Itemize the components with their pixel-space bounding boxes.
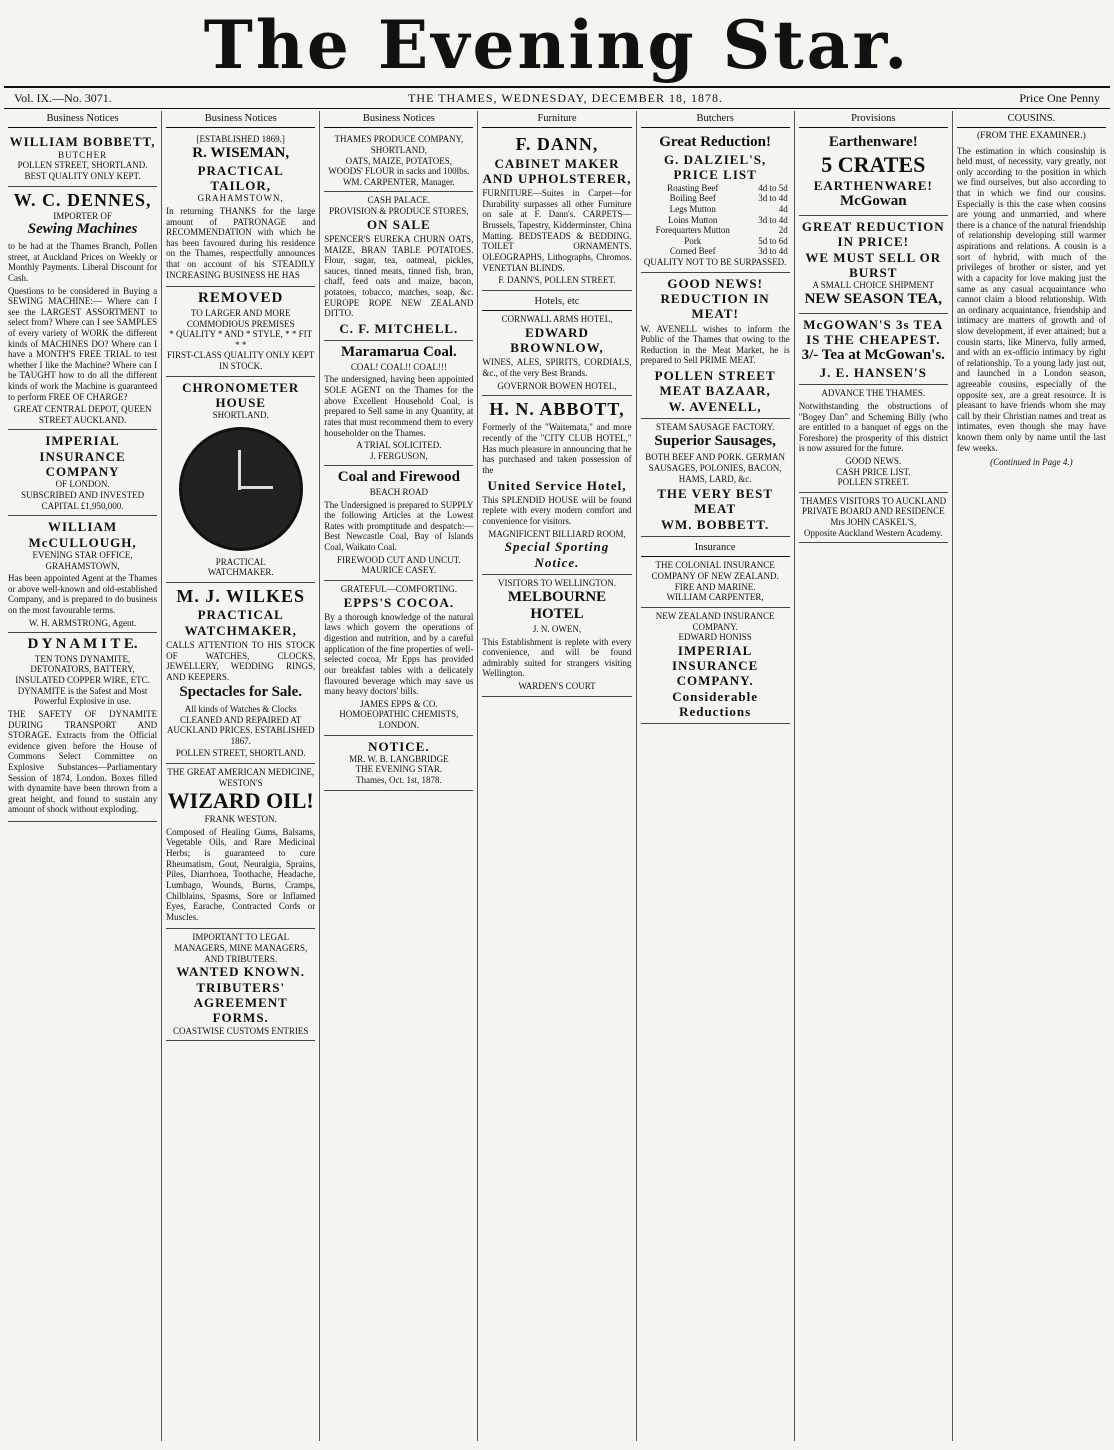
ad-title: M. J. WILKES: [176, 586, 306, 607]
ad-line: REDUCTION IN MEAT!: [660, 290, 770, 322]
column-heading: Business Notices: [8, 111, 157, 128]
ad-dalziel: [641, 131, 790, 272]
price-item: Pork: [684, 235, 702, 246]
ad-title: D Y N A M I T E.: [27, 636, 138, 653]
ad-line: POLLEN STREET MEAT BAZAAR,: [654, 368, 776, 399]
ad-line: SHORTLAND.: [212, 410, 269, 421]
ad-wiseman: [ESTABLISHED 1869.] R. WISEMAN, PRACTICAL TAILOR, GRAHAMSTOWN, In returning THANKS for the large amount of PATRONAGE and RECOMMENDATION with which he has been favoured during his residence on the Thames, respectfully announces that on account of his STEADILY INCREASING BUSINESS HE HAS: [166, 131, 315, 287]
ad-line: IS THE CHEAPEST.: [806, 331, 941, 347]
ad-mcgowan-reduction: [799, 216, 948, 314]
ad-line: GRAHAMSTOWN,: [197, 193, 284, 204]
ad-line: FIRE AND MARINE.: [674, 581, 756, 592]
ad-line: DYNAMITE is the Safest and Most Powerful Explosive in use.: [17, 685, 148, 707]
ad-line: EVENING STAR OFFICE,: [32, 549, 133, 560]
ad-title: GREAT REDUCTION IN PRICE!: [801, 219, 945, 250]
ad-line: TRIBUTERS' AGREEMENT FORMS.: [193, 979, 288, 1026]
columns: [4, 111, 1110, 1441]
masthead-title: The Evening Star.: [203, 6, 911, 84]
ad-line: WILLIAM CARPENTER,: [666, 592, 764, 603]
ad-line: United Service Hotel,: [487, 477, 627, 493]
ad-line: WOODS' FLOUR in sacks and 100lbs.: [328, 166, 470, 177]
ad-melbourne-hotel: VISITORS TO WELLINGTON. MELBOURNE HOTEL J. N. OWEN, This Establishment is replete with every convenience, and will be found admirably suited for strangers visiting Wellington. WARDEN'S COURT: [482, 575, 631, 697]
price-item: Legs Mutton: [669, 203, 716, 214]
ad-line: 3/- Tea at McGowan's.: [801, 347, 945, 364]
ad-line: CORNWALL ARMS HOTEL,: [501, 314, 613, 325]
volume-number: Vol. IX.—No. 3071.: [14, 90, 112, 105]
ad-line: OATS, MAIZE, POTATOES,: [345, 155, 453, 166]
ad-line: BEACH ROAD: [369, 487, 428, 498]
ad-line: GOOD NEWS.: [845, 455, 902, 466]
column-7-essay: [953, 111, 1110, 1441]
ad-line: A TRIAL SOLICITED.: [356, 440, 442, 451]
ad-tributers: [166, 929, 315, 1041]
ad-coal-firewood: Coal and Firewood BEACH ROAD The Undersigned is prepared to SUPPLY the following Articles at the Lowest Rates with promptitude and despatch:— Best Newcastle Coal, Bay of Islands Coal, Waikato Coal. FIREWOOD CUT AND UNCUT. MAURICE CASEY.: [324, 466, 473, 581]
column-heading: Provisions: [799, 111, 948, 128]
ad-title: GOOD NEWS!: [667, 275, 763, 291]
price-value: 4d to 5d: [758, 182, 788, 193]
ad-line: C. F. MITCHELL.: [339, 320, 459, 336]
ad-title: THAMES PRODUCE COMPANY, SHORTLAND,: [334, 134, 464, 155]
price-row: [641, 183, 790, 194]
ad-title: MELBOURNE HOTEL: [507, 588, 607, 623]
ad-earthenware: [799, 131, 948, 216]
column-heading: Business Notices: [166, 111, 315, 128]
ad-line: THE VERY BEST MEAT: [657, 486, 774, 517]
ad-line: PRACTICAL TAILOR,: [197, 162, 284, 193]
ad-line: MAGNIFICENT BILLIARD ROOM,: [488, 528, 626, 539]
ad-line: TEN TONS DYNAMITE,: [34, 653, 131, 664]
essay-title: COUSINS.: [957, 111, 1106, 128]
ad-line: Sewing Machines: [27, 221, 138, 238]
ad-line: A SMALL CHOICE SHIPMENT: [812, 280, 934, 291]
ad-line: F. DANN'S, POLLEN STREET.: [498, 275, 616, 286]
column-heading: Butchers: [641, 111, 790, 128]
ad-line: GRAHAMSTOWN,: [45, 560, 120, 571]
ad-line: IMPORTANT TO LEGAL MANAGERS, MINE MANAGERS, AND TRIBUTERS.: [174, 932, 308, 964]
ad-line: INSURANCE COMPANY: [39, 448, 126, 480]
section-heading: Insurance: [641, 540, 790, 557]
ad-dann: F. DANN, CABINET MAKER AND UPHOLSTERER, FURNITURE—Suites in Carpet—for Durability surpasses all other Furniture on sale at F. Dann's. CARPETS—Brussels, Tapestry, Kidderminster, China Matting. BEDSTEADS & BEDDING. TOILET ORNAMENTS. OLEOGRAPHS, Lithographs, Chromos. VENETIAN BLINDS. F. DANN'S, POLLEN STREET.: [482, 131, 631, 290]
ad-title: H. N. ABBOTT,: [489, 399, 625, 420]
column-4: [478, 111, 636, 1441]
ad-line: CABINET MAKER: [494, 155, 620, 171]
ad-line: WESTON'S: [218, 777, 263, 788]
ad-line: POLLEN STREET, SHORTLAND.: [17, 160, 148, 171]
ad-dynamite: D Y N A M I T E. TEN TONS DYNAMITE, DETONATORS, BATTERY, INSULATED COPPER WIRE, ETC. DYNAMITE is the Safest and Most Powerful Explosive in use. THE SAFETY OF DYNAMITE DURING TRANSPORT AND STORAGE. Extracts from the Official evidence given before the House of Commons Select Committee on Explosive Substances—Parliamentary Session of 1874, London. Boxes filled with dynamite have been thrown from a great height, and found to sustain any amount of shock without exploding.: [8, 633, 157, 822]
ad-line: WARDEN'S COURT: [518, 680, 596, 691]
ad-title: CASH PALACE.: [367, 195, 431, 206]
ad-colonial-insurance: [641, 537, 790, 608]
ad-mccullough: WILLIAM McCULLOUGH, EVENING STAR OFFICE, GRAHAMSTOWN, Has been appointed Agent at the Thames or above well-known and old-established Company, and is prepared to do business on the most favourable terms. W. H. ARMSTRONG, Agent.: [8, 516, 157, 633]
place-date: THE THAMES, WEDNESDAY, DECEMBER 18, 1878.: [408, 90, 724, 105]
ad-line: CASH PRICE LIST.: [835, 466, 911, 477]
ad-line: ON SALE: [366, 216, 431, 232]
section-heading: Hotels, etc: [482, 294, 631, 311]
ad-title: Maramarua Coal.: [340, 344, 457, 361]
ad-line: Mrs JOHN CASKEL'S,: [830, 517, 917, 528]
dateline: [4, 86, 1110, 109]
ad-line: J. FERGUSON,: [369, 450, 428, 461]
ad-line: FIRST-CLASS QUALITY ONLY KEPT IN STOCK.: [167, 350, 315, 371]
ad-hotels: Hotels, etc CORNWALL ARMS HOTEL, EDWARD BROWNLOW, WINES, ALES, SPIRITS, CORDIALS, &c., of the very Best Brands. GOVERNOR BOWEN HOTEL,: [482, 291, 631, 396]
ad-sausages: STEAM SAUSAGE FACTORY. Superior Sausages, BOTH BEEF AND PORK. GERMAN SAUSAGES, POLONIES, BACON, HAMS, LARD, &c. THE VERY BEST MEAT WM. BOBBETT.: [641, 419, 790, 537]
price-value: 2d: [778, 225, 788, 236]
ad-line: HOMOEOPATHIC CHEMISTS, LONDON.: [339, 709, 459, 730]
price-row: [641, 204, 790, 215]
ad-line: POLLEN STREET, SHORTLAND.: [175, 748, 306, 759]
ad-title: WANTED KNOWN.: [176, 964, 305, 980]
ad-line: THE GREAT AMERICAN MEDICINE,: [167, 767, 315, 778]
ad-abbott: H. N. ABBOTT, Formerly of the "Waitemata," and more recently of the "CITY CLUB HOTEL," Has much pleasure in announcing that he has purchased and taken possession of the United Service Hotel, This SPLENDID HOUSE will be found replete with every modern comfort and convenience for visitors. MAGNIFICENT BILLIARD ROOM, Special Sporting Notice.: [482, 396, 631, 575]
column-1: [4, 111, 162, 1441]
column-3: [320, 111, 478, 1441]
ad-title: Earthenware!: [828, 134, 918, 151]
ad-board-residence: [799, 493, 948, 543]
ad-title: Great Reduction!: [659, 134, 772, 151]
ad-line: J. N. OWEN,: [532, 623, 582, 634]
essay-source: (FROM THE EXAMINER.): [977, 131, 1086, 142]
ad-mcgowan-tea: [799, 314, 948, 386]
ad-line: IMPORTER OF: [53, 210, 112, 221]
price: Price One Penny: [1019, 90, 1100, 105]
ad-line: Considerable Reductions: [672, 688, 758, 720]
ad-title: EPPS'S COCOA.: [343, 594, 455, 610]
ad-line: FRANK WESTON.: [204, 814, 277, 825]
ad-hansen: ADVANCE THE THAMES. Notwithstanding the obstructions of "Bogey Dan" and Scheming Billy (who are entitled to a banquet of eggs on the Foreshore) the prosperity of this district is now assured for the future. GOOD NEWS. CASH PRICE LIST. POLLEN STREET.: [799, 385, 948, 492]
price-item: Roasting Beef: [667, 182, 719, 193]
ad-title: WILLIAM McCULLOUGH,: [28, 519, 137, 550]
column-heading: Furniture: [482, 111, 631, 128]
ad-line: PRACTICAL WATCHMAKER,: [184, 607, 297, 638]
column-2: [162, 111, 320, 1441]
ad-line: QUALITY NOT TO BE SURPASSED.: [643, 256, 787, 267]
ad-cash-palace: CASH PALACE. PROVISION & PRODUCE STORES, ON SALE SPENCER'S EUREKA CHURN OATS, MAIZE, BRAN TABLE POTATOES. Flour, sugar, tea, oatmeal, pickles, sauces, tinned meats, tinned fish, bran, chaff, feed oats and maize, bacon, potatoes, tobacco, matches, soap, &c. EUROPE ROPE NEW ZEALAND DITTO. C. F. MITCHELL.: [324, 192, 473, 341]
ad-title: W. C. DENNES,: [13, 189, 152, 210]
price-item: Loins Mutton: [668, 214, 718, 225]
essay-body: The estimation in which cousinship is held must, of necessity, vary greatly, not only according to the position in which we find ourselves, but also according to that in which we find our cousins. Especially is this the case when cousins are young and unmarried, and where there is a chance of the natural friendship of relationship developing still warmer aspirations and relations. A cousin is a sort of hybrid, with much of the privileges of brother or sister, and yet with a capacity for love making just the same as any casual acquaintance who cannot claim a blood relationship. With an ordinary acquaintance, friendship and intimacy are matters of growth and of slow development, if ever attained; but a cousin starts, like Minerva, fully armed, and with an ex-officio intimacy by right of relationship. To a young lady just out, and launched in a London season, agreeable cousins, especially of the opposite sex, are a great resource. It is pleasant to have friends whom she may call by their Christian names and treat as intimates, even though she may have known them only by name until the last few weeks.: [956, 145, 1106, 453]
ad-line: FIREWOOD CUT AND UNCUT.: [337, 554, 461, 565]
price-value: 5d to 6d: [758, 235, 788, 246]
ad-title: Coal and Firewood: [337, 469, 460, 486]
ad-title: IMPERIAL: [45, 433, 120, 449]
ad-line: NEW SEASON TEA,: [804, 290, 942, 307]
ad-title: NOTICE.: [368, 738, 430, 754]
ad-nz-insurance: [641, 608, 790, 724]
continued-note: (Continued in Page 4.): [990, 457, 1073, 468]
price-row: [641, 225, 790, 236]
price-value: 3d to 4d: [758, 246, 788, 257]
ad-line: WM. CARPENTER, Manager.: [342, 176, 455, 187]
ad-line: DETONATORS, BATTERY, INSULATED COPPER WIRE, ETC.: [15, 664, 150, 686]
ad-line: G. DALZIEL'S,: [664, 152, 767, 168]
ad-line: BEST QUALITY ONLY KEPT.: [24, 170, 141, 181]
price-value: 3d to 4d: [758, 193, 788, 204]
ad-title: R. WISEMAN,: [192, 144, 290, 161]
ad-line: [ESTABLISHED 1869.]: [196, 134, 285, 145]
ad-line: THE EVENING STAR.: [355, 764, 443, 775]
ad-imperial-insurance: [8, 430, 157, 516]
ad-dennes: W. C. DENNES, IMPORTER OF Sewing Machines to be had at the Thames Branch, Pollen street, at Auckland Prices on Weekly or Monthly Payments. Liberal Discount for Cash. Questions to be considered in Buying a SEWING MACHINE:— Where can I see the LARGEST ASSORTMENT to select from? Where can I see SAMPLES of every variety of WORK the different kinds of MACHINES DO? Where can I have a MONTH'S FREE TRIAL to test whether I like the Machine? Where can I be TAUGHT how to do all the different kinds of work the Machine is guaranteed to perform FREE OF CHARGE? GREAT CENTRAL DEPOT, QUEEN STREET AUCKLAND.: [8, 187, 157, 431]
ad-line: MR. W. B. LANGBRIDGE: [349, 753, 449, 764]
ad-line: JAMES EPPS & CO.: [360, 698, 438, 709]
column-heading: Business Notices: [324, 111, 473, 128]
ad-line: AND UPHOLSTERER,: [482, 170, 632, 186]
ad-line: Superior Sausages,: [654, 432, 776, 449]
ad-title: WILLIAM BOBBETT,: [9, 134, 156, 150]
ad-title: WIZARD OIL!: [167, 788, 314, 814]
price-item: Forequarters Mutton: [655, 225, 730, 236]
ad-removed: [166, 287, 315, 376]
ad-title: ADVANCE THE THAMES.: [821, 388, 926, 399]
ad-line: GREAT CENTRAL DEPOT, QUEEN STREET AUCKLAND.: [13, 404, 152, 425]
ad-line: GRATEFUL—COMFORTING.: [340, 583, 457, 594]
ad-chronometer-house: [166, 377, 315, 583]
ad-wilkes: M. J. WILKES PRACTICAL WATCHMAKER, CALLS ATTENTION TO HIS STOCK OF WATCHES, CLOCKS, JEWELLERY, WEDDING RINGS, AND KEEPERS. Spectacles for Sale. All kinds of Watches & Clocks CLEANED AND REPAIRED AT AUCKLAND PRICES. ESTABLISHED 1867. POLLEN STREET, SHORTLAND.: [166, 583, 315, 764]
price-row: [641, 215, 790, 226]
price-row: [641, 246, 790, 257]
ad-line: PRACTICAL: [215, 556, 266, 567]
price-row: [641, 193, 790, 204]
ad-line: WATCHMAKER.: [207, 567, 274, 578]
ad-line: VISITORS TO WELLINGTON.: [498, 577, 616, 588]
ad-line: BUTCHER: [58, 149, 108, 160]
ad-title: NEW ZEALAND INSURANCE COMPANY.: [655, 610, 775, 632]
ad-bobbett: [8, 131, 157, 186]
ad-avenell: GOOD NEWS! REDUCTION IN MEAT! W. AVENELL wishes to inform the Public of the Thames that owing to the Reduction in the Meat Market, he is prepared to Sell PRIME MEAT. POLLEN STREET MEAT BAZAAR, W. AVENELL,: [641, 273, 790, 419]
ad-title: THE COLONIAL INSURANCE COMPANY OF NEW ZEALAND.: [651, 560, 779, 582]
ad-line: POLLEN STREET.: [837, 477, 909, 488]
price-value: 4d: [778, 203, 788, 214]
ad-line: GOVERNOR BOWEN HOTEL,: [497, 380, 617, 391]
price-list-table: [641, 183, 790, 257]
column-6: [795, 111, 953, 1441]
ad-thames-produce: [324, 131, 473, 192]
ad-line: PRIVATE BOARD AND RESIDENCE: [801, 506, 945, 517]
ad-title: REMOVED: [198, 290, 284, 307]
ad-line: J. E. HANSEN'S: [819, 364, 927, 380]
ad-notice: [324, 736, 473, 791]
ad-line: Special Sporting Notice.: [504, 539, 610, 570]
ad-line: W. AVENELL,: [668, 398, 762, 414]
ad-line: MAURICE CASEY.: [361, 565, 437, 576]
ad-line: COAL! COAL!! COAL!!!: [350, 361, 447, 372]
column-5: [637, 111, 795, 1441]
ad-title: CHRONOMETER HOUSE: [182, 379, 300, 410]
ad-line: Spectacles for Sale.: [179, 684, 303, 701]
ad-line: COASTWISE CUSTOMS ENTRIES: [173, 1025, 309, 1036]
ad-epps-cocoa: GRATEFUL—COMFORTING. EPPS'S COCOA. By a thorough knowledge of the natural laws which govern the operations of digestion and nutrition, and by a careful application of the fine properties of well-selected cocoa, Mr Epps has provided our breakfast tables with a delicately flavoured beverage which may save us many heavy doctors' bills. JAMES EPPS & CO. HOMOEOPATHIC CHEMISTS, LONDON.: [324, 581, 473, 736]
ad-line: WM. BOBBETT.: [661, 516, 770, 532]
ad-line: EARTHENWARE!: [813, 178, 933, 194]
ad-line: Thames, Oct. 1st, 1878.: [355, 775, 442, 786]
ad-line: W. H. ARMSTRONG, Agent.: [28, 617, 137, 628]
price-item: Boiling Beef: [669, 193, 716, 204]
ad-line: PRICE LIST: [673, 167, 757, 183]
ad-title: McGOWAN'S 3s TEA: [803, 316, 944, 332]
ad-line: PROVISION & PRODUCE STORES,: [329, 206, 469, 217]
ad-title: STEAM SAUSAGE FACTORY.: [655, 422, 775, 432]
ad-line: * QUALITY * AND * STYLE, * * FIT * *: [169, 329, 313, 350]
ad-wizard-oil: THE GREAT AMERICAN MEDICINE, WESTON'S WIZARD OIL! FRANK WESTON. Composed of Healing Gums, Balsams, Vegetable Oils, and Rare Medicinal Herbs; is guaranteed to cure Rheumatism, Gout, Neuralgia, Sprains, Piles, Diarrhoea, Toothache, Headache, Lumbago, Wounds, Burns, Cramps, Chilblains, Spasms, Sore or Inflamed Eyes, Earache, Contracted Cords or Muscles.: [166, 764, 315, 929]
ad-title: F. DANN,: [515, 134, 599, 155]
ad-line: EDWARD BROWNLOW,: [510, 324, 604, 356]
ad-line: 5 CRATES: [821, 152, 926, 178]
ad-line: SUBSCRIBED AND INVESTED CAPITAL £1,950,000.: [21, 490, 145, 511]
ad-line: IMPERIAL INSURANCE COMPANY.: [671, 642, 759, 689]
ad-title: THAMES VISITORS TO AUCKLAND: [800, 495, 947, 506]
ad-line: TO LARGER AND MORE COMMODIOUS PREMISES: [186, 307, 295, 329]
ad-line: OF LONDON.: [55, 479, 110, 490]
price-value: 3d to 4d: [758, 214, 788, 225]
ad-line: EDWARD HONISS: [678, 632, 752, 643]
clock-illustration: [179, 427, 303, 551]
ad-maramarua-coal: Maramarua Coal. COAL! COAL!! COAL!!! The undersigned, having been appointed SOLE AGENT on the Thames for the above Excellent Household Coal, is prepared to Sell same in any Quantity, at rates that must recommend them to every householder on the Thames. A TRIAL SOLICITED. J. FERGUSON,: [324, 341, 473, 466]
price-item: Corned Beef: [669, 246, 716, 257]
ad-line: WE MUST SELL OR BURST: [805, 249, 942, 281]
price-row: [641, 236, 790, 247]
ad-line: McGowan: [839, 193, 907, 210]
ad-line: Opposite Auckland Western Academy.: [804, 527, 943, 538]
